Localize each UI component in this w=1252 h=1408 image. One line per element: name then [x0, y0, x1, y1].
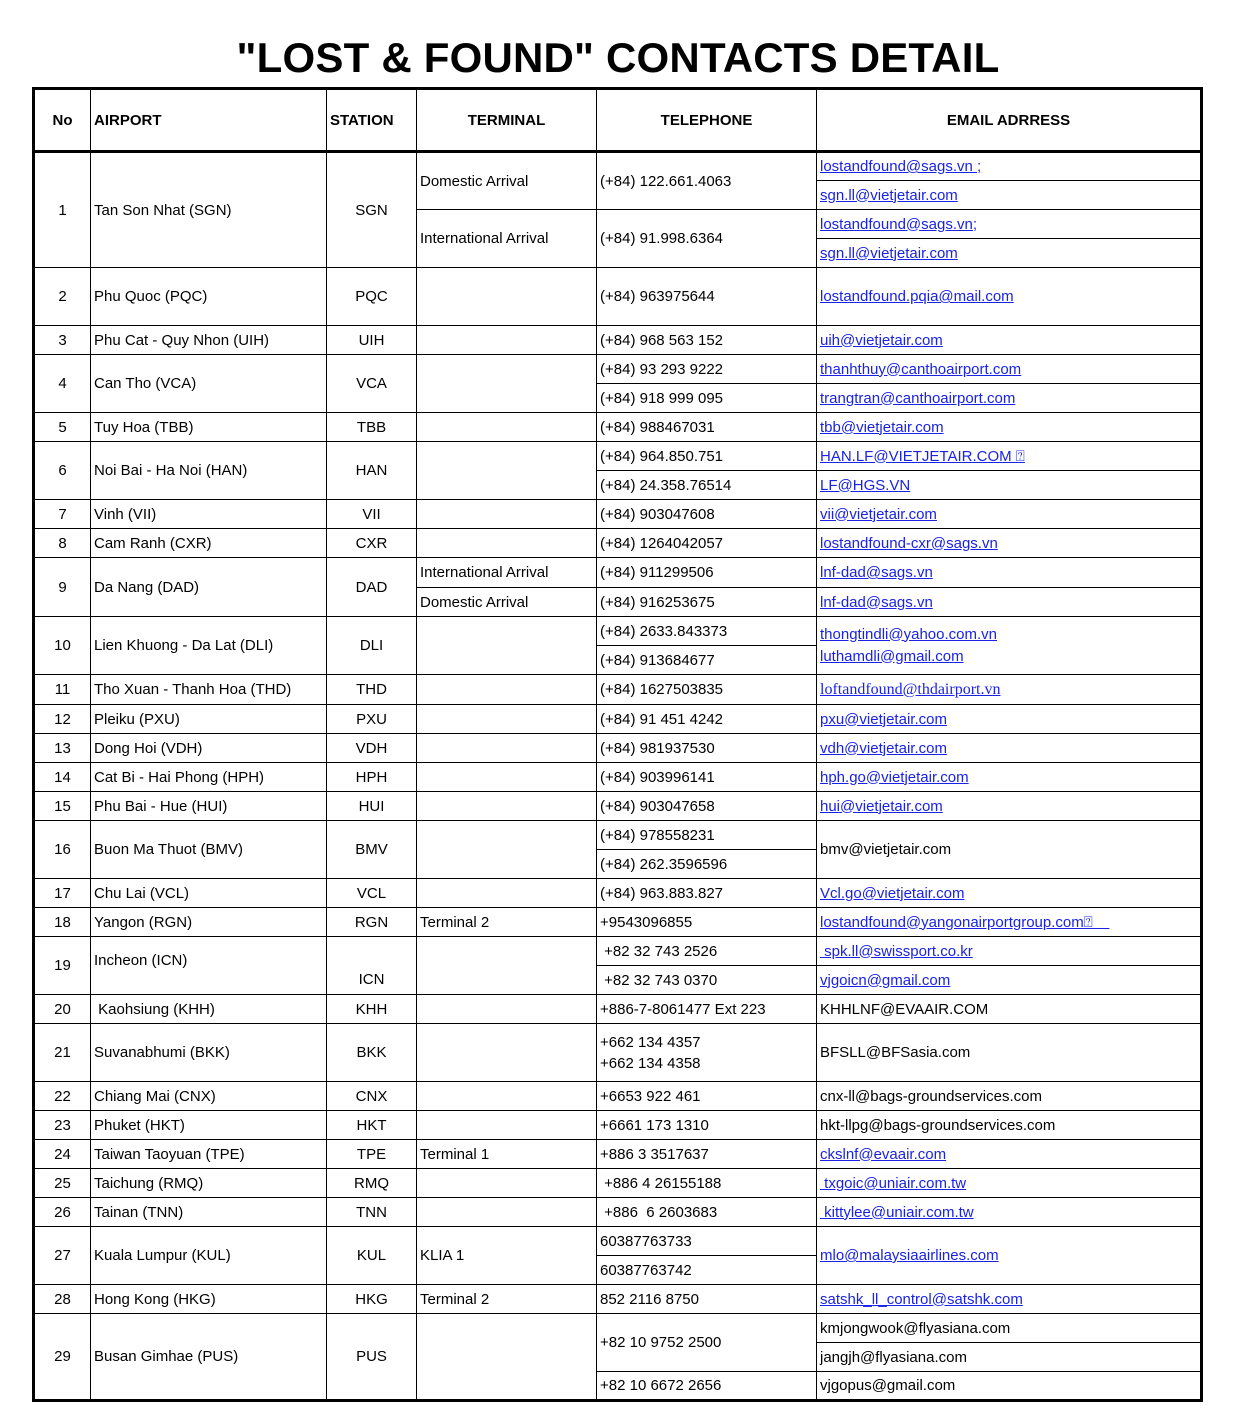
row-telephone: (+84) 964.850.751 [597, 442, 817, 471]
row-terminal: Domestic Arrival [417, 152, 597, 210]
row-station: DAD [327, 558, 417, 617]
row-telephone: +82 32 743 0370 [597, 966, 817, 995]
row-terminal: Terminal 1 [417, 1140, 597, 1169]
row-no: 25 [34, 1169, 91, 1198]
table-row [34, 152, 1202, 181]
row-email [817, 239, 1202, 268]
row-email [817, 588, 1202, 617]
row-station: VCA [327, 355, 417, 413]
header-terminal: TERMINAL [417, 89, 597, 152]
phone-line: +662 134 4357 [600, 1033, 701, 1051]
row-email [817, 734, 1202, 763]
row-telephone: (+84) 93 293 9222 [597, 355, 817, 384]
email-link[interactable]: satshk_ll_control@satshk.com [820, 1290, 1023, 1308]
email-link[interactable]: LF@HGS.VN [820, 476, 911, 494]
row-email [817, 326, 1202, 355]
table-row [34, 355, 1202, 384]
row-terminal: KLIA 1 [417, 1227, 597, 1285]
email-link[interactable]: sgn.ll@vietjetair.com [820, 186, 958, 204]
row-email [817, 1198, 1202, 1227]
table-row [34, 705, 1202, 734]
row-telephone: (+84) 2633.843373 [597, 617, 817, 646]
contacts-table [32, 87, 1203, 1402]
email-link[interactable]: thongtindli@yahoo.com.vn [820, 625, 997, 643]
row-station: KUL [327, 1227, 417, 1285]
row-station: HKT [327, 1111, 417, 1140]
row-airport: Yangon (RGN) [91, 908, 327, 937]
table-row [34, 675, 1202, 705]
row-station: HUI [327, 792, 417, 821]
row-station: HAN [327, 442, 417, 500]
table-row [34, 268, 1202, 326]
row-no: 4 [34, 355, 91, 413]
row-no: 13 [34, 734, 91, 763]
row-email [817, 355, 1202, 384]
row-airport: Buon Ma Thuot (BMV) [91, 821, 327, 879]
email-link[interactable]: spk.ll@swissport.co.kr [820, 942, 973, 960]
row-telephone: (+84) 916253675 [597, 588, 817, 617]
row-email: hkt-llpg@bags-groundservices.com [817, 1111, 1202, 1140]
row-email: jangjh@flyasiana.com [817, 1343, 1202, 1372]
row-telephone: (+84) 913684677 [597, 646, 817, 675]
email-link[interactable]: lostandfound@sags.vn; [820, 215, 977, 233]
row-station: RGN [327, 908, 417, 937]
row-station: RMQ [327, 1169, 417, 1198]
row-terminal [417, 500, 597, 529]
row-airport: Busan Gimhae (PUS) [91, 1314, 327, 1401]
row-no: 2 [34, 268, 91, 326]
row-email [817, 937, 1202, 966]
row-terminal [417, 617, 597, 675]
row-email [817, 413, 1202, 442]
row-email: cnx-ll@bags-groundservices.com [817, 1082, 1202, 1111]
email-link[interactable]: pxu@vietjetair.com [820, 710, 947, 728]
row-terminal [417, 1198, 597, 1227]
row-terminal [417, 1314, 597, 1401]
row-telephone: 60387763733 [597, 1227, 817, 1256]
table-row [34, 1227, 1202, 1256]
row-telephone: +9543096855 [597, 908, 817, 937]
table-row [34, 1111, 1202, 1140]
row-airport: Hong Kong (HKG) [91, 1285, 327, 1314]
row-email [817, 558, 1202, 588]
row-telephone [597, 1024, 817, 1082]
row-terminal [417, 413, 597, 442]
row-terminal [417, 879, 597, 908]
row-no: 10 [34, 617, 91, 675]
row-airport: Chu Lai (VCL) [91, 879, 327, 908]
row-no: 5 [34, 413, 91, 442]
table-row [34, 763, 1202, 792]
row-terminal [417, 1111, 597, 1140]
row-no: 6 [34, 442, 91, 500]
row-telephone: (+84) 903996141 [597, 763, 817, 792]
row-terminal [417, 1169, 597, 1198]
email-link[interactable]: ckslnf@evaair.com [820, 1145, 947, 1163]
row-terminal [417, 355, 597, 413]
row-station: UIH [327, 326, 417, 355]
email-link[interactable]: mlo@malaysiaairlines.com [820, 1247, 999, 1264]
row-email [817, 268, 1202, 326]
email-link[interactable]: loftandfound@thdairport.vn [820, 681, 1001, 698]
email-link[interactable]: kittylee@uniair.com.tw [820, 1203, 974, 1221]
row-email [817, 675, 1202, 705]
row-airport: Vinh (VII) [91, 500, 327, 529]
table-row [34, 734, 1202, 763]
row-airport: Tuy Hoa (TBB) [91, 413, 327, 442]
row-email: vjgopus@gmail.com [817, 1372, 1202, 1401]
row-airport: Suvanabhumi (BKK) [91, 1024, 327, 1082]
row-no: 23 [34, 1111, 91, 1140]
row-airport: Pleiku (PXU) [91, 705, 327, 734]
row-station: HPH [327, 763, 417, 792]
row-no: 14 [34, 763, 91, 792]
row-telephone: (+84) 91 451 4242 [597, 705, 817, 734]
table-row [34, 792, 1202, 821]
row-airport: Cat Bi - Hai Phong (HPH) [91, 763, 327, 792]
row-telephone: +886-7-8061477 Ext 223 [597, 995, 817, 1024]
row-telephone: (+84) 91.998.6364 [597, 210, 817, 268]
row-telephone: +6661 173 1310 [597, 1111, 817, 1140]
row-email [817, 908, 1202, 937]
row-email [817, 210, 1202, 239]
table-row [34, 558, 1202, 588]
email-link[interactable]: lostandfound@sags.vn ; [820, 158, 982, 175]
row-airport: Tainan (TNN) [91, 1198, 327, 1227]
row-no: 11 [34, 675, 91, 705]
email-link[interactable]: HAN.LF@VIETJETAIR.COM ⍰ [820, 447, 1025, 465]
row-airport: Da Nang (DAD) [91, 558, 327, 617]
row-telephone: +82 32 743 2526 [597, 937, 817, 966]
table-row [34, 908, 1202, 937]
email-link[interactable]: lnf-dad@sags.vn [820, 564, 933, 581]
row-email [817, 1140, 1202, 1169]
row-terminal [417, 529, 597, 558]
row-no: 8 [34, 529, 91, 558]
row-email [817, 763, 1202, 792]
phone-line: +662 134 4358 [600, 1054, 701, 1072]
row-no: 26 [34, 1198, 91, 1227]
email-link[interactable]: lostandfound@yangonairportgroup.com⍰ [820, 913, 1110, 931]
row-email [817, 1285, 1202, 1314]
email-link[interactable]: vjgoicn@gmail.com [820, 971, 951, 989]
row-station: VII [327, 500, 417, 529]
row-station: CXR [327, 529, 417, 558]
email-link[interactable]: vii@vietjetair.com [820, 505, 937, 523]
row-no: 17 [34, 879, 91, 908]
table-row [34, 1169, 1202, 1198]
header-no: No [34, 89, 91, 152]
table-row [34, 1082, 1202, 1111]
table-row [34, 1314, 1202, 1343]
row-airport: Tan Son Nhat (SGN) [91, 152, 327, 268]
row-email [817, 879, 1202, 908]
row-terminal [417, 705, 597, 734]
row-airport: Incheon (ICN) [91, 937, 327, 995]
row-no: 27 [34, 1227, 91, 1285]
email-link[interactable]: vdh@vietjetair.com [820, 739, 947, 757]
row-telephone: (+84) 122.661.4063 [597, 152, 817, 210]
row-airport: Chiang Mai (CNX) [91, 1082, 327, 1111]
table-row [34, 1198, 1202, 1227]
row-telephone: (+84) 24.358.76514 [597, 471, 817, 500]
email-link[interactable]: hui@vietjetair.com [820, 797, 943, 815]
row-station: VCL [327, 879, 417, 908]
email-link[interactable]: lostandfound-cxr@sags.vn [820, 534, 998, 552]
row-email [817, 966, 1202, 995]
header-airport: AIRPORT [91, 89, 327, 152]
row-no: 3 [34, 326, 91, 355]
email-link[interactable]: tbb@vietjetair.com [820, 418, 944, 436]
row-telephone: +82 10 9752 2500 [597, 1314, 817, 1372]
row-airport: Noi Bai - Ha Noi (HAN) [91, 442, 327, 500]
page-title: "LOST & FOUND" CONTACTS DETAIL [236, 34, 1000, 81]
email-link[interactable]: thanhthuy@canthoairport.com [820, 360, 1022, 378]
email-link[interactable]: hph.go@vietjetair.com [820, 768, 969, 786]
row-airport: Lien Khuong - Da Lat (DLI) [91, 617, 327, 675]
row-station: KHH [327, 995, 417, 1024]
header-telephone: TELEPHONE [597, 89, 817, 152]
row-terminal [417, 1024, 597, 1082]
row-airport: Dong Hoi (VDH) [91, 734, 327, 763]
row-no: 21 [34, 1024, 91, 1082]
table-row [34, 937, 1202, 966]
row-telephone: (+84) 981937530 [597, 734, 817, 763]
row-station: ICN [327, 937, 417, 995]
row-email [817, 1169, 1202, 1198]
row-telephone: (+84) 988467031 [597, 413, 817, 442]
row-no: 28 [34, 1285, 91, 1314]
row-terminal [417, 734, 597, 763]
row-telephone: +886 3 3517637 [597, 1140, 817, 1169]
email-link[interactable]: sgn.ll@vietjetair.com [820, 244, 958, 262]
row-terminal [417, 1082, 597, 1111]
row-no: 7 [34, 500, 91, 529]
row-telephone: (+84) 911299506 [597, 558, 817, 588]
email-link[interactable]: lnf-dad@sags.vn [820, 593, 933, 611]
row-email: kmjongwook@flyasiana.com [817, 1314, 1202, 1343]
row-no: 9 [34, 558, 91, 617]
row-telephone: +886 4 26155188 [597, 1169, 817, 1198]
row-terminal: International Arrival [417, 558, 597, 588]
row-station: HKG [327, 1285, 417, 1314]
header-email: EMAIL ADRRESS [817, 89, 1202, 152]
row-terminal: International Arrival [417, 210, 597, 268]
row-airport: Phu Quoc (PQC) [91, 268, 327, 326]
row-station: TBB [327, 413, 417, 442]
row-terminal [417, 326, 597, 355]
row-station: CNX [327, 1082, 417, 1111]
table-row [34, 326, 1202, 355]
row-telephone: 60387763742 [597, 1256, 817, 1285]
row-station: DLI [327, 617, 417, 675]
row-email: BFSLL@BFSasia.com [817, 1024, 1202, 1082]
row-terminal: Terminal 2 [417, 1285, 597, 1314]
email-link[interactable]: lostandfound.pqia@mail.com [820, 288, 1014, 305]
row-airport: Taichung (RMQ) [91, 1169, 327, 1198]
row-terminal: Terminal 2 [417, 908, 597, 937]
row-no: 19 [34, 937, 91, 995]
row-no: 20 [34, 995, 91, 1024]
table-row [34, 617, 1202, 646]
row-email [817, 529, 1202, 558]
row-email [817, 442, 1202, 471]
row-airport: Kuala Lumpur (KUL) [91, 1227, 327, 1285]
row-airport: Phuket (HKT) [91, 1111, 327, 1140]
row-station: TPE [327, 1140, 417, 1169]
row-telephone: +886 6 2603683 [597, 1198, 817, 1227]
row-no: 16 [34, 821, 91, 879]
row-terminal [417, 763, 597, 792]
email-link[interactable]: txgoic@uniair.com.tw [820, 1174, 967, 1192]
row-email [817, 1227, 1202, 1285]
row-terminal [417, 792, 597, 821]
row-station: PUS [327, 1314, 417, 1401]
row-no: 18 [34, 908, 91, 937]
table-row [34, 500, 1202, 529]
row-airport: Phu Bai - Hue (HUI) [91, 792, 327, 821]
row-terminal [417, 675, 597, 705]
row-station: PQC [327, 268, 417, 326]
row-email [817, 384, 1202, 413]
row-no: 1 [34, 152, 91, 268]
row-terminal [417, 268, 597, 326]
row-airport: Cam Ranh (CXR) [91, 529, 327, 558]
row-telephone: (+84) 968 563 152 [597, 326, 817, 355]
email-link[interactable]: trangtran@canthoairport.com [820, 389, 1016, 407]
email-link[interactable]: uih@vietjetair.com [820, 331, 943, 349]
row-email [817, 617, 1202, 675]
row-email: KHHLNF@EVAAIR.COM [817, 995, 1202, 1024]
row-airport: Kaohsiung (KHH) [91, 995, 327, 1024]
row-email [817, 792, 1202, 821]
header-station: STATION [327, 89, 417, 152]
row-email [817, 471, 1202, 500]
row-airport: Phu Cat - Quy Nhon (UIH) [91, 326, 327, 355]
row-airport: Can Tho (VCA) [91, 355, 327, 413]
row-no: 29 [34, 1314, 91, 1401]
row-telephone: (+84) 262.3596596 [597, 850, 817, 879]
table-row [34, 879, 1202, 908]
row-telephone: (+84) 978558231 [597, 821, 817, 850]
email-link[interactable]: Vcl.go@vietjetair.com [820, 884, 965, 902]
row-telephone: +82 10 6672 2656 [597, 1372, 817, 1401]
table-row [34, 1140, 1202, 1169]
table-row [34, 529, 1202, 558]
row-station: PXU [327, 705, 417, 734]
row-telephone: +6653 922 461 [597, 1082, 817, 1111]
row-terminal [417, 821, 597, 879]
row-station: SGN [327, 152, 417, 268]
row-telephone: (+84) 963975644 [597, 268, 817, 326]
row-email [817, 705, 1202, 734]
row-station: BMV [327, 821, 417, 879]
header-row [34, 89, 1202, 152]
row-terminal [417, 937, 597, 995]
table-row [34, 413, 1202, 442]
row-no: 12 [34, 705, 91, 734]
row-airport: Tho Xuan - Thanh Hoa (THD) [91, 675, 327, 705]
table-row [34, 1024, 1202, 1082]
table-row [34, 995, 1202, 1024]
row-terminal [417, 442, 597, 500]
row-telephone: (+84) 903047658 [597, 792, 817, 821]
row-email: bmv@vietjetair.com [817, 821, 1202, 879]
row-terminal: Domestic Arrival [417, 588, 597, 617]
table-row [34, 442, 1202, 471]
email-link[interactable]: luthamdli@gmail.com [820, 647, 964, 665]
row-station: BKK [327, 1024, 417, 1082]
row-telephone: (+84) 903047608 [597, 500, 817, 529]
row-email [817, 181, 1202, 210]
table-row [34, 1285, 1202, 1314]
row-no: 22 [34, 1082, 91, 1111]
row-email [817, 152, 1202, 181]
row-no: 15 [34, 792, 91, 821]
row-telephone: (+84) 963.883.827 [597, 879, 817, 908]
row-terminal [417, 995, 597, 1024]
table-row [34, 821, 1202, 850]
row-telephone: (+84) 918 999 095 [597, 384, 817, 413]
row-telephone: (+84) 1627503835 [597, 675, 817, 705]
row-email [817, 500, 1202, 529]
row-no: 24 [34, 1140, 91, 1169]
row-station: TNN [327, 1198, 417, 1227]
row-telephone: (+84) 1264042057 [597, 529, 817, 558]
row-airport: Taiwan Taoyuan (TPE) [91, 1140, 327, 1169]
row-station: THD [327, 675, 417, 705]
row-station: VDH [327, 734, 417, 763]
row-telephone: 852 2116 8750 [597, 1285, 817, 1314]
